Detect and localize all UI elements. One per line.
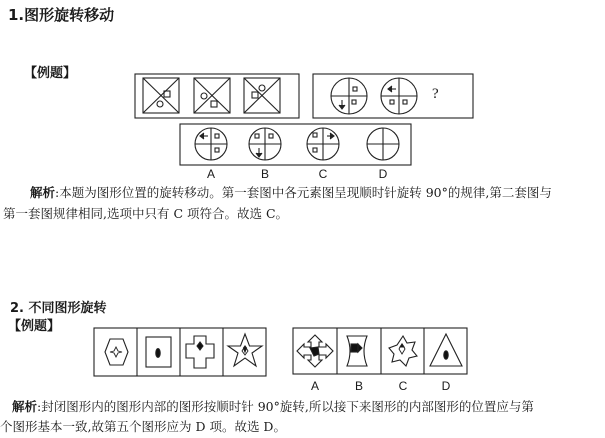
s1-group1-frame <box>135 74 299 118</box>
s2-option-label-a: A <box>310 379 319 393</box>
s2-option-label-d: D <box>441 379 451 393</box>
s2-analysis-line1: 解析:封闭图形内的图形内部的图形按顺时针 90°旋转,所以接下来图形的内部图形的位置应与第 <box>12 399 534 414</box>
s1-option-label-a: A <box>206 167 215 181</box>
s1-analysis-label: 解析 <box>30 185 56 200</box>
s1-g2-fig1 <box>331 78 367 114</box>
s1-g1-fig2 <box>194 78 230 113</box>
s2-q-fig1 <box>105 339 128 365</box>
s1-option-label-c: C <box>318 167 328 181</box>
s2-q-fig3 <box>186 336 214 368</box>
s2-analysis-label: 解析 <box>12 399 38 414</box>
s1-analysis-line2: 第一套图规律相同,选项中只有 C 项符合。故选 C。 <box>3 206 289 221</box>
s1-option-c <box>307 128 339 160</box>
section2-example-tag: 【例题】 <box>8 319 61 334</box>
s1-g2-fig2 <box>381 78 417 114</box>
s2-analysis-line2: 个图形基本一致,故第五个图形应为 D 项。故选 D。 <box>0 419 286 434</box>
s1-g1-fig1 <box>143 78 179 113</box>
s2-option-d <box>430 334 462 366</box>
s2-q-fig2 <box>146 337 171 367</box>
s1-g1-fig3 <box>244 78 280 113</box>
section1-example-tag: 【例题】 <box>24 66 77 81</box>
s1-option-label-b: B <box>260 167 269 181</box>
s1-option-label-d: D <box>378 167 388 181</box>
s2-q-fig4 <box>228 334 262 366</box>
s2-option-c <box>389 336 417 366</box>
section1-title: 1.图形旋转移动 <box>8 6 115 24</box>
s2-option-a <box>297 335 333 367</box>
s2-option-label-b: B <box>354 379 363 393</box>
s2-option-b <box>347 336 367 366</box>
s1-option-b <box>249 128 281 160</box>
section2-title: 2. 不同图形旋转 <box>10 301 107 316</box>
s1-option-a <box>195 128 227 160</box>
s1-analysis-line1: 解析:本题为图形位置的旋转移动。第一套图中各元素图呈现顺时针旋转 90°的规律,第二套图与 <box>30 185 552 200</box>
question-mark: ? <box>432 86 439 102</box>
s2-option-label-c: C <box>398 379 408 393</box>
s1-option-d <box>367 128 399 160</box>
